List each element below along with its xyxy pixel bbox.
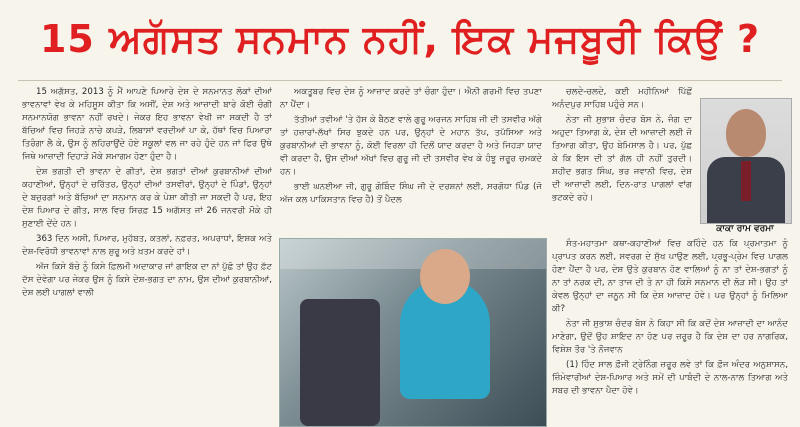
paragraph: (1) ਹਿੰਦ ਸਾਲ ਫ਼ੌਜੀ ਟ੍ਰੇਨਿੰਗ ਜ਼ਰੂਰ ਲਵੇ ਤਾਂ ਕਿ ਫ਼ੌਜ ਅੰਦਰ ਅਨੁਸ਼ਾਸਨ, ਜ਼ਿੰਮੇਵਾਰੀਆਂ ਦੇਸ਼-ਪਿਆਰ ਅਤੇ ਸਮੇਂ ਦੀ ਪਾਬੰਦੀ ਦੇ ਨਾਲ-ਨਾਲ ਤਿਆਗ ਅਤੇ ਸਬਰ ਦੀ ਭਾਵਨਾ ਪੈਦਾ ਹੋਵੇ।	[552, 360, 788, 396]
paragraph: 363 ਦਿਨ ਅਸੀ, ਪਿਆਰ, ਮੁਹੱਬਤ, ਕਤਲਾਂ, ਨਫ਼ਰਤ, ਅਪਰਾਧਾਂ, ਇਸ਼ਕ ਅਤੇ ਦੇਸ਼-ਵਿਰੋਧੀ ਭਾਵਨਾਵਾਂ ਨਾਲ ਸ਼ੁਰੂ ਅਤੇ ਖ਼ਤਮ ਕਰਦੇ ਹਾਂ।	[22, 234, 272, 257]
paragraph: ਅਕਤੂਬਰ ਵਿਚ ਦੇਸ਼ ਨੂੰ ਆਜ਼ਾਦ ਕਰਦੇ ਤਾਂ ਚੰਗਾ ਹੁੰਦਾ। ਐਨੀ ਗਰਮੀ ਵਿਚ ਤਪਣਾ ਨਾ ਪੈਂਦਾ।	[280, 87, 542, 110]
article-column-2	[280, 86, 542, 236]
article-column-3-lower	[552, 238, 788, 425]
author-photo	[700, 98, 792, 224]
article-column-1	[22, 86, 272, 425]
paragraph: ਤੱਤੀਆਂ ਤਵੀਆਂ 'ਤੇ ਹੱਸ ਕੇ ਬੈਠਣ ਵਾਲੇ ਗੁਰੂ ਅਰਜਨ ਸਾਹਿਬ ਜੀ ਦੀ ਤਸਵੀਰ ਅੱਗੇ ਤਾਂ ਹਜ਼ਾਰਾਂ-ਲੱਖਾਂ ਸਿਰ ਝੁਕਦੇ ਹਨ ਪਰ, ਉਨ੍ਹਾਂ ਦੇ ਮਹਾਨ ਤੱਪ, ਤਪੱਸਿਆ ਅਤੇ ਕੁਰਬਾਨੀਆਂ ਦੀ ਭਾਵਨਾ ਨੂੰ, ਕੋਈ ਵਿਰਲਾ ਹੀ ਦਿਲੋਂ ਯਾਦ ਕਰਦਾ ਹੈ ਅਤੇ ਜਿਹੜਾ ਯਾਦ ਵੀ ਕਰਦਾ ਹੈ, ਉਸ ਦੀਆਂ ਅੱਖਾਂ ਵਿਚ ਗੁਰੂ ਜੀ ਦੀ ਤਸਵੀਰ ਵੇਖ ਕੇ ਹੰਝੂ ਜ਼ਰੂਰ ਚਮਕਦੇ ਹਨ।	[280, 115, 542, 177]
paragraph: ਚਲਦੇ-ਚਲਦੇ, ਕਈ ਮਹੀਨਿਆਂ ਪਿੱਛੋਂ ਅਨੰਦਪੁਰ ਸਾਹਿਬ ਪਹੁੰਚੇ ਸਨ।	[552, 87, 692, 110]
paragraph: ਨੇਤਾ ਜੀ ਸੁਭਾਸ਼ ਚੰਦਰ ਬੋਸ ਨੇ ਕਿਹਾ ਸੀ ਕਿ ਕਦੋਂ ਦੇਸ਼ ਆਜ਼ਾਦੀ ਦਾ ਆਨੰਦ ਮਾਣੇਗਾ, ਉਦੋਂ ਉਹ ਸ਼ਾਇਦ ਨਾ ਹੋਣ ਪਰ ਜ਼ਰੂਰ ਹੈ ਕਿ ਦੇਸ਼ ਦਾ ਹਰ ਨਾਗਰਿਕ, ਵਿਸ਼ੇਸ਼ ਤੌਰ 'ਤੇ ਨੌਜਵਾਨ	[552, 319, 788, 355]
paragraph: ਭਾਈ ਘਨਈਆ ਜੀ, ਗੁਰੂ ਗੋਬਿੰਦ ਸਿੰਘ ਜੀ ਦੇ ਦਰਸ਼ਨਾਂ ਲਈ, ਸਰਗੋਧਾ ਪਿੰਡ (ਜੋ ਅੱਜ ਕਲ ਪਾਕਿਸਤਾਨ ਵਿਚ ਹੈ) ਤੋਂ ਪੈਦਲ	[280, 182, 542, 205]
paragraph: ਸੰਤ-ਮਹਾਤਮਾ ਕਥਾ-ਕਹਾਣੀਆਂ ਵਿਚ ਕਹਿੰਦੇ ਹਨ ਕਿ ਪ੍ਰਮਾਤਮਾ ਨੂੰ ਪ੍ਰਾਪਤ ਕਰਨ ਲਈ, ਸਵਰਗ ਦੇ ਸੁੱਖ ਪਾਉਣ ਲਈ, ਪ੍ਰਭੂ-ਪ੍ਰੇਮ ਵਿਚ ਪਾਗਲ ਹੋਣਾ ਪੈਂਦਾ ਹੈ ਪਰ, ਦੇਸ਼ ਉਤੇ ਕੁਰਬਾਨ ਹੋਣ ਵਾਲਿਆਂ ਨੂੰ ਨਾ ਤਾਂ ਦੇਸ਼-ਭਗਤਾਂ ਨੂੰ ਨਾ ਤਾਂ ਨਰਕ ਦੀ, ਨਾ ਤਾਜ ਦੀ ਤੇ ਨਾ ਹੀ ਕਿਸੇ ਸਨਮਾਨ ਦੀ ਲੋੜ ਸੀ। ਉਹ ਤਾਂ ਕੇਵਲ ਉਨ੍ਹਾਂ ਦਾ ਜਨੂਨ ਸੀ ਕਿ ਦੇਸ਼ ਆਜ਼ਾਦ ਹੋਵੇ। ਪਰ ਉਨ੍ਹਾਂ ਨੂੰ ਮਿਲਿਆ ਕੀ?	[552, 239, 788, 314]
author-caption: ਕਾਕਾ ਰਾਮ ਵਰਮਾ	[716, 224, 774, 234]
article-column-3	[552, 86, 692, 236]
paragraph: ਅੱਜ ਕਿਸੇ ਬੱਚੇ ਨੂੰ ਕਿਸੇ ਫ਼ਿਲਮੀ ਅਦਾਕਾਰ ਜਾਂ ਗਾਇਕ ਦਾ ਨਾਂ ਪੁੱਛੋ ਤਾਂ ਉਹ ਫ਼ੱਟ ਦੱਸ ਦੇਵੇਗਾ ਪਰ ਜੇਕਰ ਉਸ ਨੂੰ ਕਿਸੇ ਦੇਸ਼-ਭਗਤ ਦਾ ਨਾਮ, ਉਸ ਦੀਆਂ ਕੁਰਬਾਨੀਆਂ, ਦੇਸ਼ ਲਈ ਪਾਗਲਾਂ ਵਾਲੀ	[22, 262, 272, 298]
headline: 15 ਅਗੱਸਤ ਸਨਮਾਨ ਨਹੀਂ, ਇਕ ਮਜਬੂਰੀ ਕਿਉਂ ?	[39, 16, 760, 61]
paragraph: ਨੇਤਾ ਜੀ ਸੁਭਾਸ਼ ਚੰਦਰ ਬੋਸ ਨੇ, ਜੰਗ ਦਾ ਅਹੁਦਾ ਤਿਆਗ ਕੇ, ਦੇਸ਼ ਦੀ ਆਜ਼ਾਦੀ ਲਈ ਜੋ ਤਿਆਗ ਕੀਤਾ, ਉਹ ਬੇਮਿਸਾਲ ਹੈ। ਪਰ, ਪੁੱਛ ਕੇ ਕਿ ਇਸ ਦੀ ਤਾਂ ਗੱਲ ਹੀ ਨਹੀਂ ਤੁਰਦੀ। ਸ਼ਹੀਦ ਭਗਤ ਸਿੰਘ, ਭਰ ਜਵਾਨੀ ਵਿਚ, ਦੇਸ਼ ਦੀ ਆਜ਼ਾਦੀ ਲਈ, ਦਿਨ-ਰਾਤ ਪਾਗਲਾਂ ਵਾਂਗ ਭਟਕਦੇ ਰਹੇ।	[552, 115, 692, 203]
headline-divider	[18, 80, 782, 81]
paragraph: 15 ਅਗੱਸਤ, 2013 ਨੂੰ ਮੈਂ ਆਪਣੇ ਪਿਆਰੇ ਦੇਸ਼ ਦੇ ਸਨਮਾਨਤ ਲੋਕਾਂ ਦੀਆਂ ਭਾਵਨਾਵਾਂ ਵੇਖ ਕੇ ਮਹਿਸੂਸ ਕੀਤਾ ਕਿ ਅਸੀਂ, ਦੇਸ਼ ਅਤੇ ਆਜ਼ਾਦੀ ਬਾਰੇ ਕੋਈ ਚੰਗੀ ਸਨਮਾਨਯੋਗ ਭਾਵਨਾ ਨਹੀਂ ਰਖਦੇ। ਜੇਕਰ ਇਹ ਭਾਵਨਾ ਵੇਖੀ ਜਾ ਸਕਦੀ ਹੈ ਤਾਂ ਬੱਚਿਆਂ ਵਿਚ ਜਿਹੜੇ ਨਾਚੇ ਕਪੜੇ, ਲਿਬਾਸਾਂ ਵਰਦੀਆਂ ਪਾ ਕੇ, ਹੱਥਾਂ ਵਿਚ ਪਿਆਰਾ ਤਿਰੰਗਾ ਲੈ ਕੇ, ਉਸ ਨੂੰ ਲਹਿਰਾਉਂਦੇ ਹੋਏ ਸਕੂਲਾਂ ਵਲ ਜਾ ਰਹੇ ਹੁੰਦੇ ਹਨ ਜਾਂ ਫਿਰ ਉਥੇ ਜਿਥੇ ਆਜ਼ਾਦੀ ਦਿਹਾੜੇ ਮੌਕੇ ਸਮਾਗਮ ਹੋਣਾ ਹੁੰਦਾ ਹੈ।	[22, 87, 272, 162]
paragraph: ਦੇਸ਼ ਭਗਤੀ ਦੀ ਭਾਵਨਾ ਦੇ ਗੀਤਾਂ, ਦੇਸ਼ ਭਗਤਾਂ ਦੀਆਂ ਕੁਰਬਾਨੀਆਂ ਦੀਆਂ ਕਹਾਣੀਆਂ, ਉਨ੍ਹਾਂ ਦੇ ਚਰਿੱਤਰ, ਉਨ੍ਹਾਂ ਦੀਆਂ ਤਸਵੀਰਾਂ, ਉਨ੍ਹਾਂ ਦੇ ਪਿੰਡਾਂ, ਉਨ੍ਹਾਂ ਦੇ ਬਜ਼ੁਰਗਾਂ ਅਤੇ ਬੱਚਿਆਂ ਦਾ ਸਨਮਾਨ ਕਰ ਕੇ ਪੇਸ਼ਾ ਕੀਤੀ ਜਾ ਸਕਦੀ ਹੈ ਪਰ, ਇਹ ਦੇਸ਼ ਪਿਆਰ ਦੇ ਗੀਤ, ਸਾਲ ਵਿਚ ਸਿਰਫ਼ 15 ਅਗੱਸਤ ਜਾਂ 26 ਜਨਵਰੀ ਮੌਕੇ ਹੀ ਸੁਣਾਈ ਦੇਂਦੇ ਹਨ।	[22, 167, 272, 229]
article-photo	[279, 238, 547, 427]
